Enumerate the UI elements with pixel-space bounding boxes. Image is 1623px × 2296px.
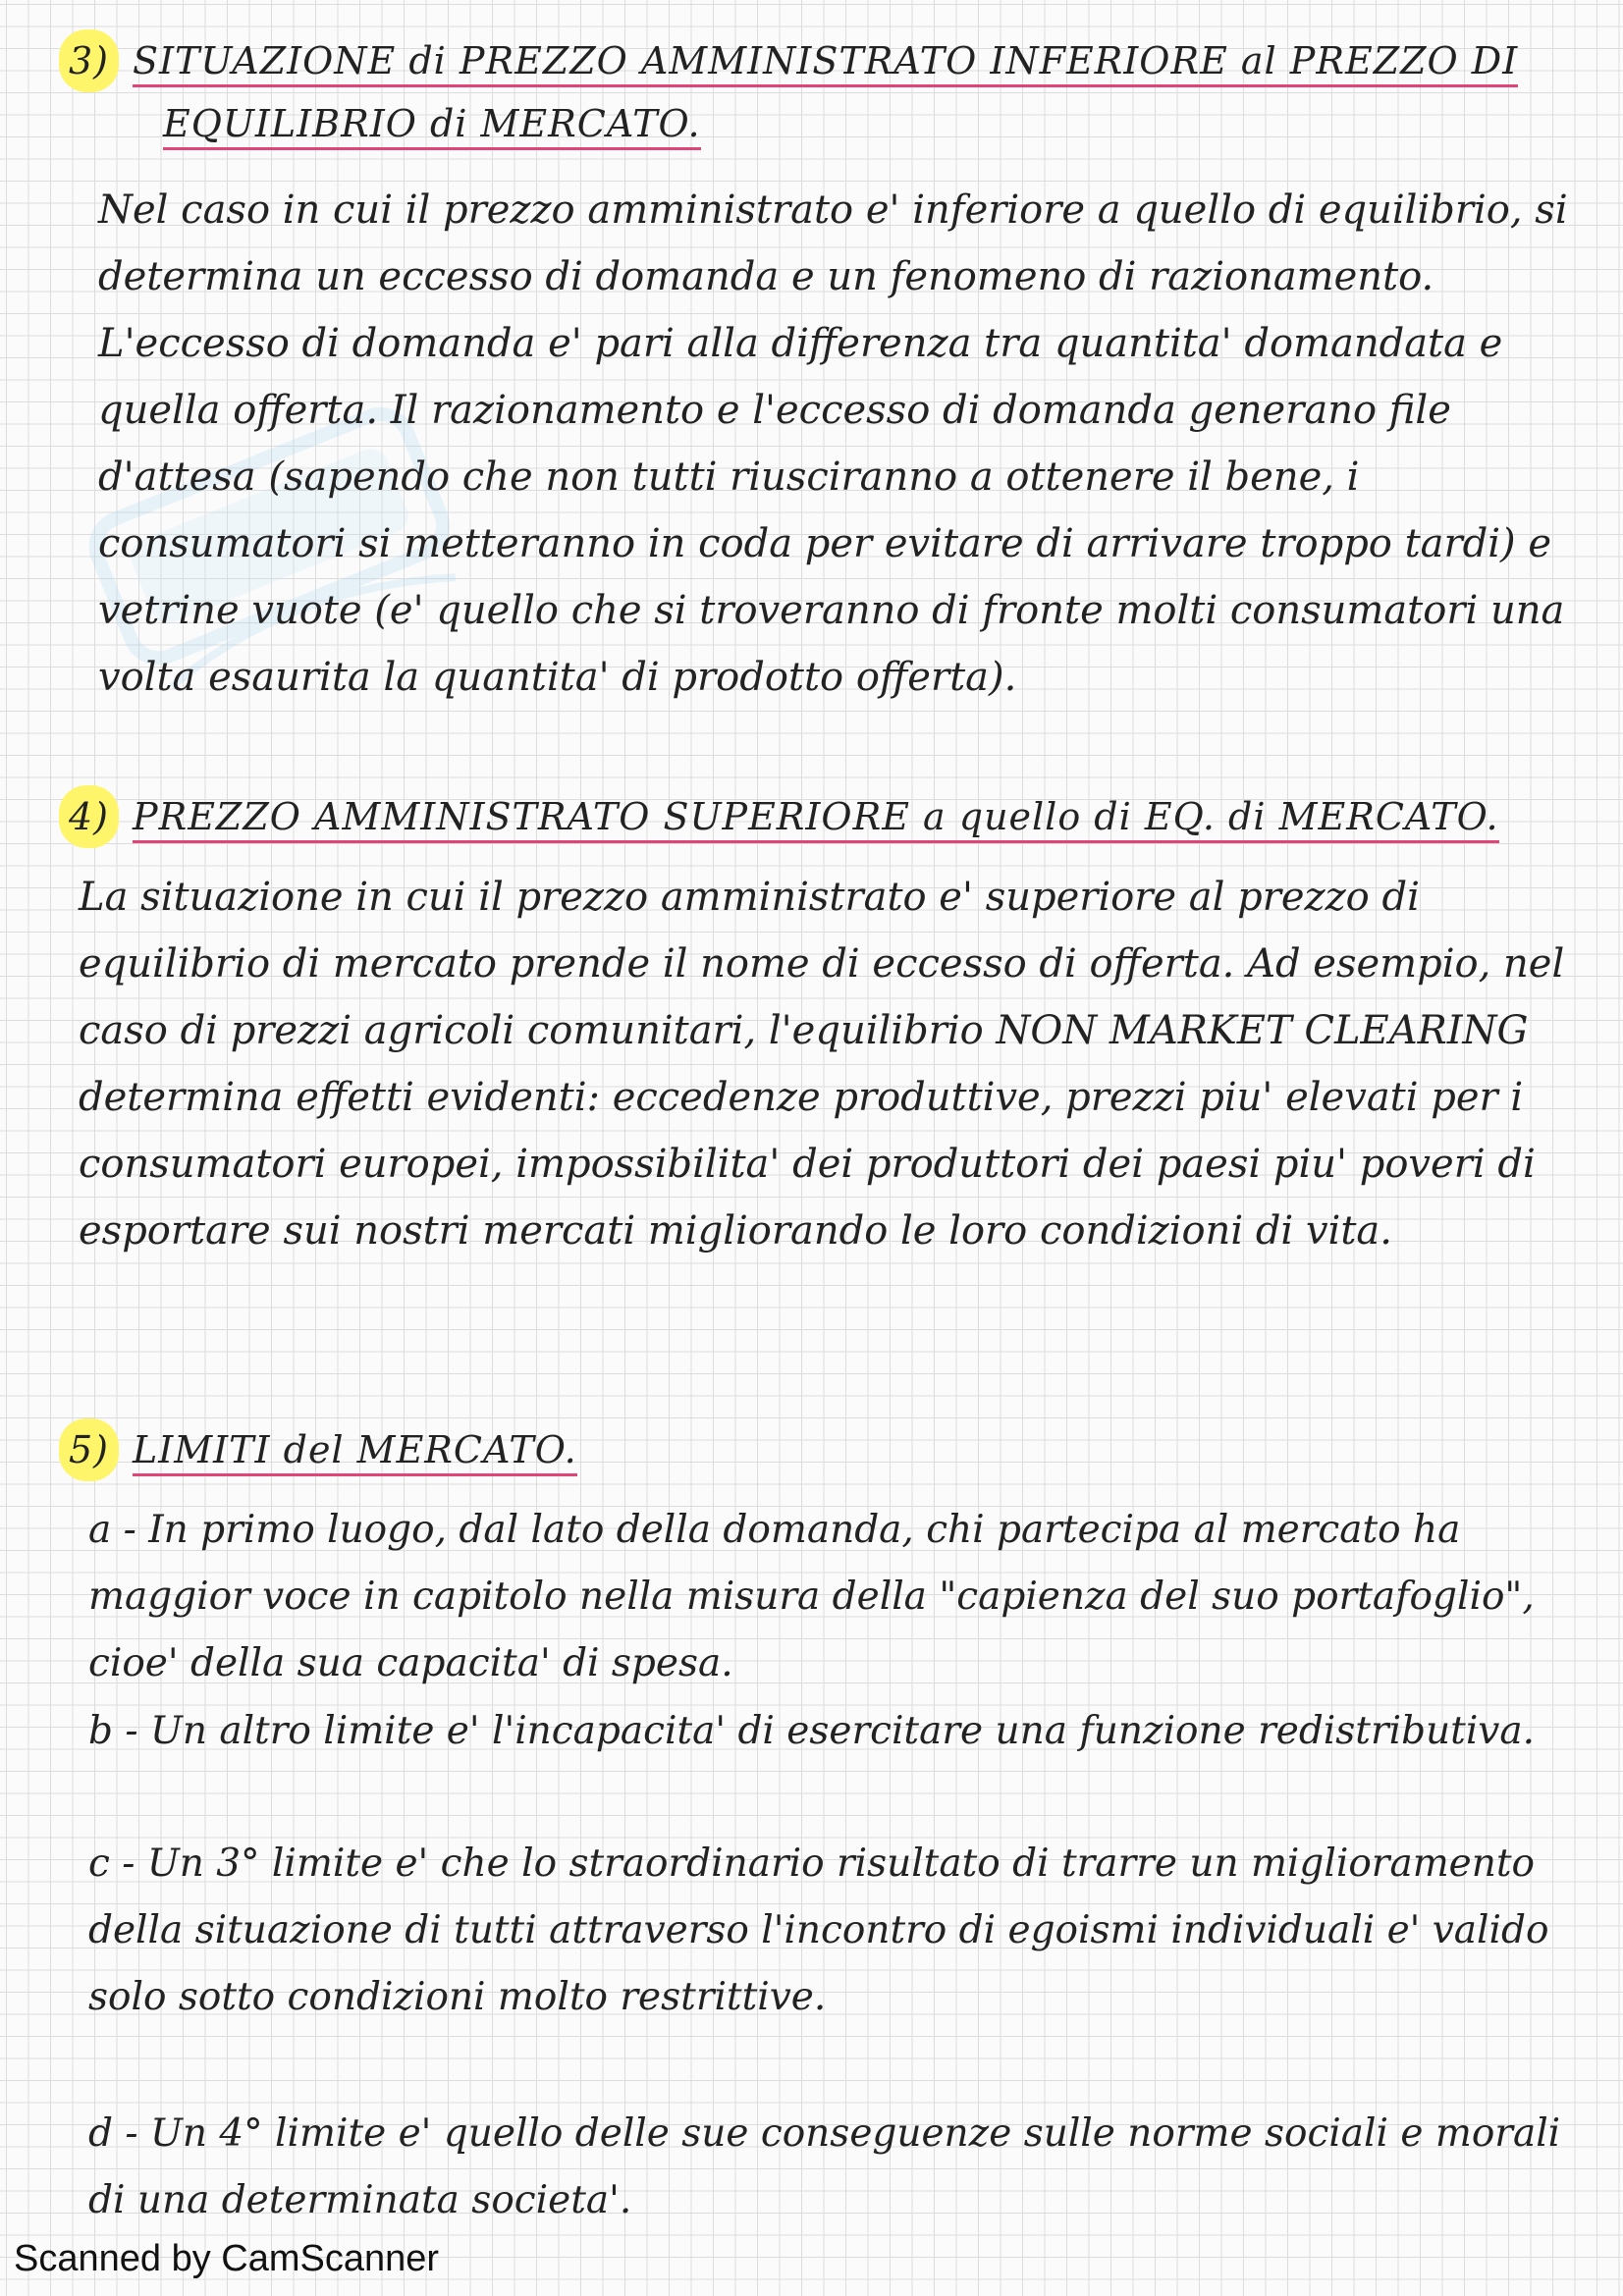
list-item-letter: c - — [88, 1842, 135, 1886]
list-item-d — [88, 2101, 1561, 2234]
list-item-text: In primo luogo, dal lato della domanda, chi partecipa al mercato ha maggior voce in capitolo nella misura della "capienza del suo portafoglio", cioe' della sua capacita' di spesa. — [88, 1508, 1535, 1685]
list-item-letter: d - — [88, 2111, 138, 2156]
section-3-heading — [59, 29, 1518, 92]
section-4-number: 4) — [59, 785, 119, 848]
list-item-text: Un altro limite e' l'incapacita' di esercitare una funzione redistributiva. — [149, 1709, 1535, 1753]
scanner-footer: Scanned by CamScanner — [14, 2238, 440, 2279]
list-item-letter: b - — [88, 1709, 138, 1753]
list-item-text: Un 4° limite e' quello delle sue conseguenze sulle norme sociali e morali di una determinata societa'. — [88, 2111, 1561, 2222]
section-3-title-line1: SITUAZIONE di PREZZO AMMINISTRATO INFERIORE al PREZZO DI — [133, 39, 1518, 87]
section-3-heading-line2 — [163, 92, 701, 155]
section-5-title: LIMITI del MERCATO. — [133, 1428, 577, 1476]
section-3-number: 3) — [59, 29, 119, 92]
list-item-a — [88, 1497, 1561, 1697]
list-item-text: Un 3° limite e' che lo straordinario risultato di trarre un miglioramento della situazione di tutti attraverso l'incontro di egoismi individuali e' valido solo sotto condizioni molto restrittive. — [88, 1842, 1549, 2019]
list-item-b — [88, 1698, 1561, 1765]
list-item-letter: a - — [88, 1508, 136, 1552]
section-5-number: 5) — [59, 1418, 119, 1481]
section-3-title-line2: EQUILIBRIO di MERCATO. — [163, 102, 701, 150]
section-4-heading — [59, 785, 1499, 848]
section-5-heading — [59, 1418, 577, 1481]
section-4-title: PREZZO AMMINISTRATO SUPERIORE a quello di EQ. di MERCATO. — [133, 795, 1499, 843]
section-3-body: Nel caso in cui il prezzo amministrato e' inferiore a quello di equilibrio, si determina un eccesso di domanda e un fenomeno di razionamento. L'eccesso di domanda e' pari alla differenza tra quantita' domandata e quella offerta. Il razionamento e l'eccesso di domanda generano file d'attesa (sapendo che non tutti riusciranno a ottenere il bene, i consumatori si metteranno in coda per evitare di arrivare troppo tardi) e vetrine vuote (e' quello che si troveranno di fronte molti consumatori una volta esaurita la quantita' di prodotto offerta). — [98, 187, 1568, 700]
list-item-c — [88, 1831, 1561, 2031]
section-4-body: La situazione in cui il prezzo amministrato e' superiore al prezzo di equilibrio di mercato prende il nome di eccesso di offerta. Ad esempio, nel caso di prezzi agricoli comunitari, l'equilibrio NON MARKET CLEARING determina effetti evidenti: eccedenze produttive, prezzi piu' elevati per i consumatori europei, impossibilita' dei produttori dei paesi piu' poveri di esportare sui nostri mercati migliorando le loro condizioni di vita. — [79, 875, 1565, 1254]
notebook-page — [59, 29, 1591, 2238]
